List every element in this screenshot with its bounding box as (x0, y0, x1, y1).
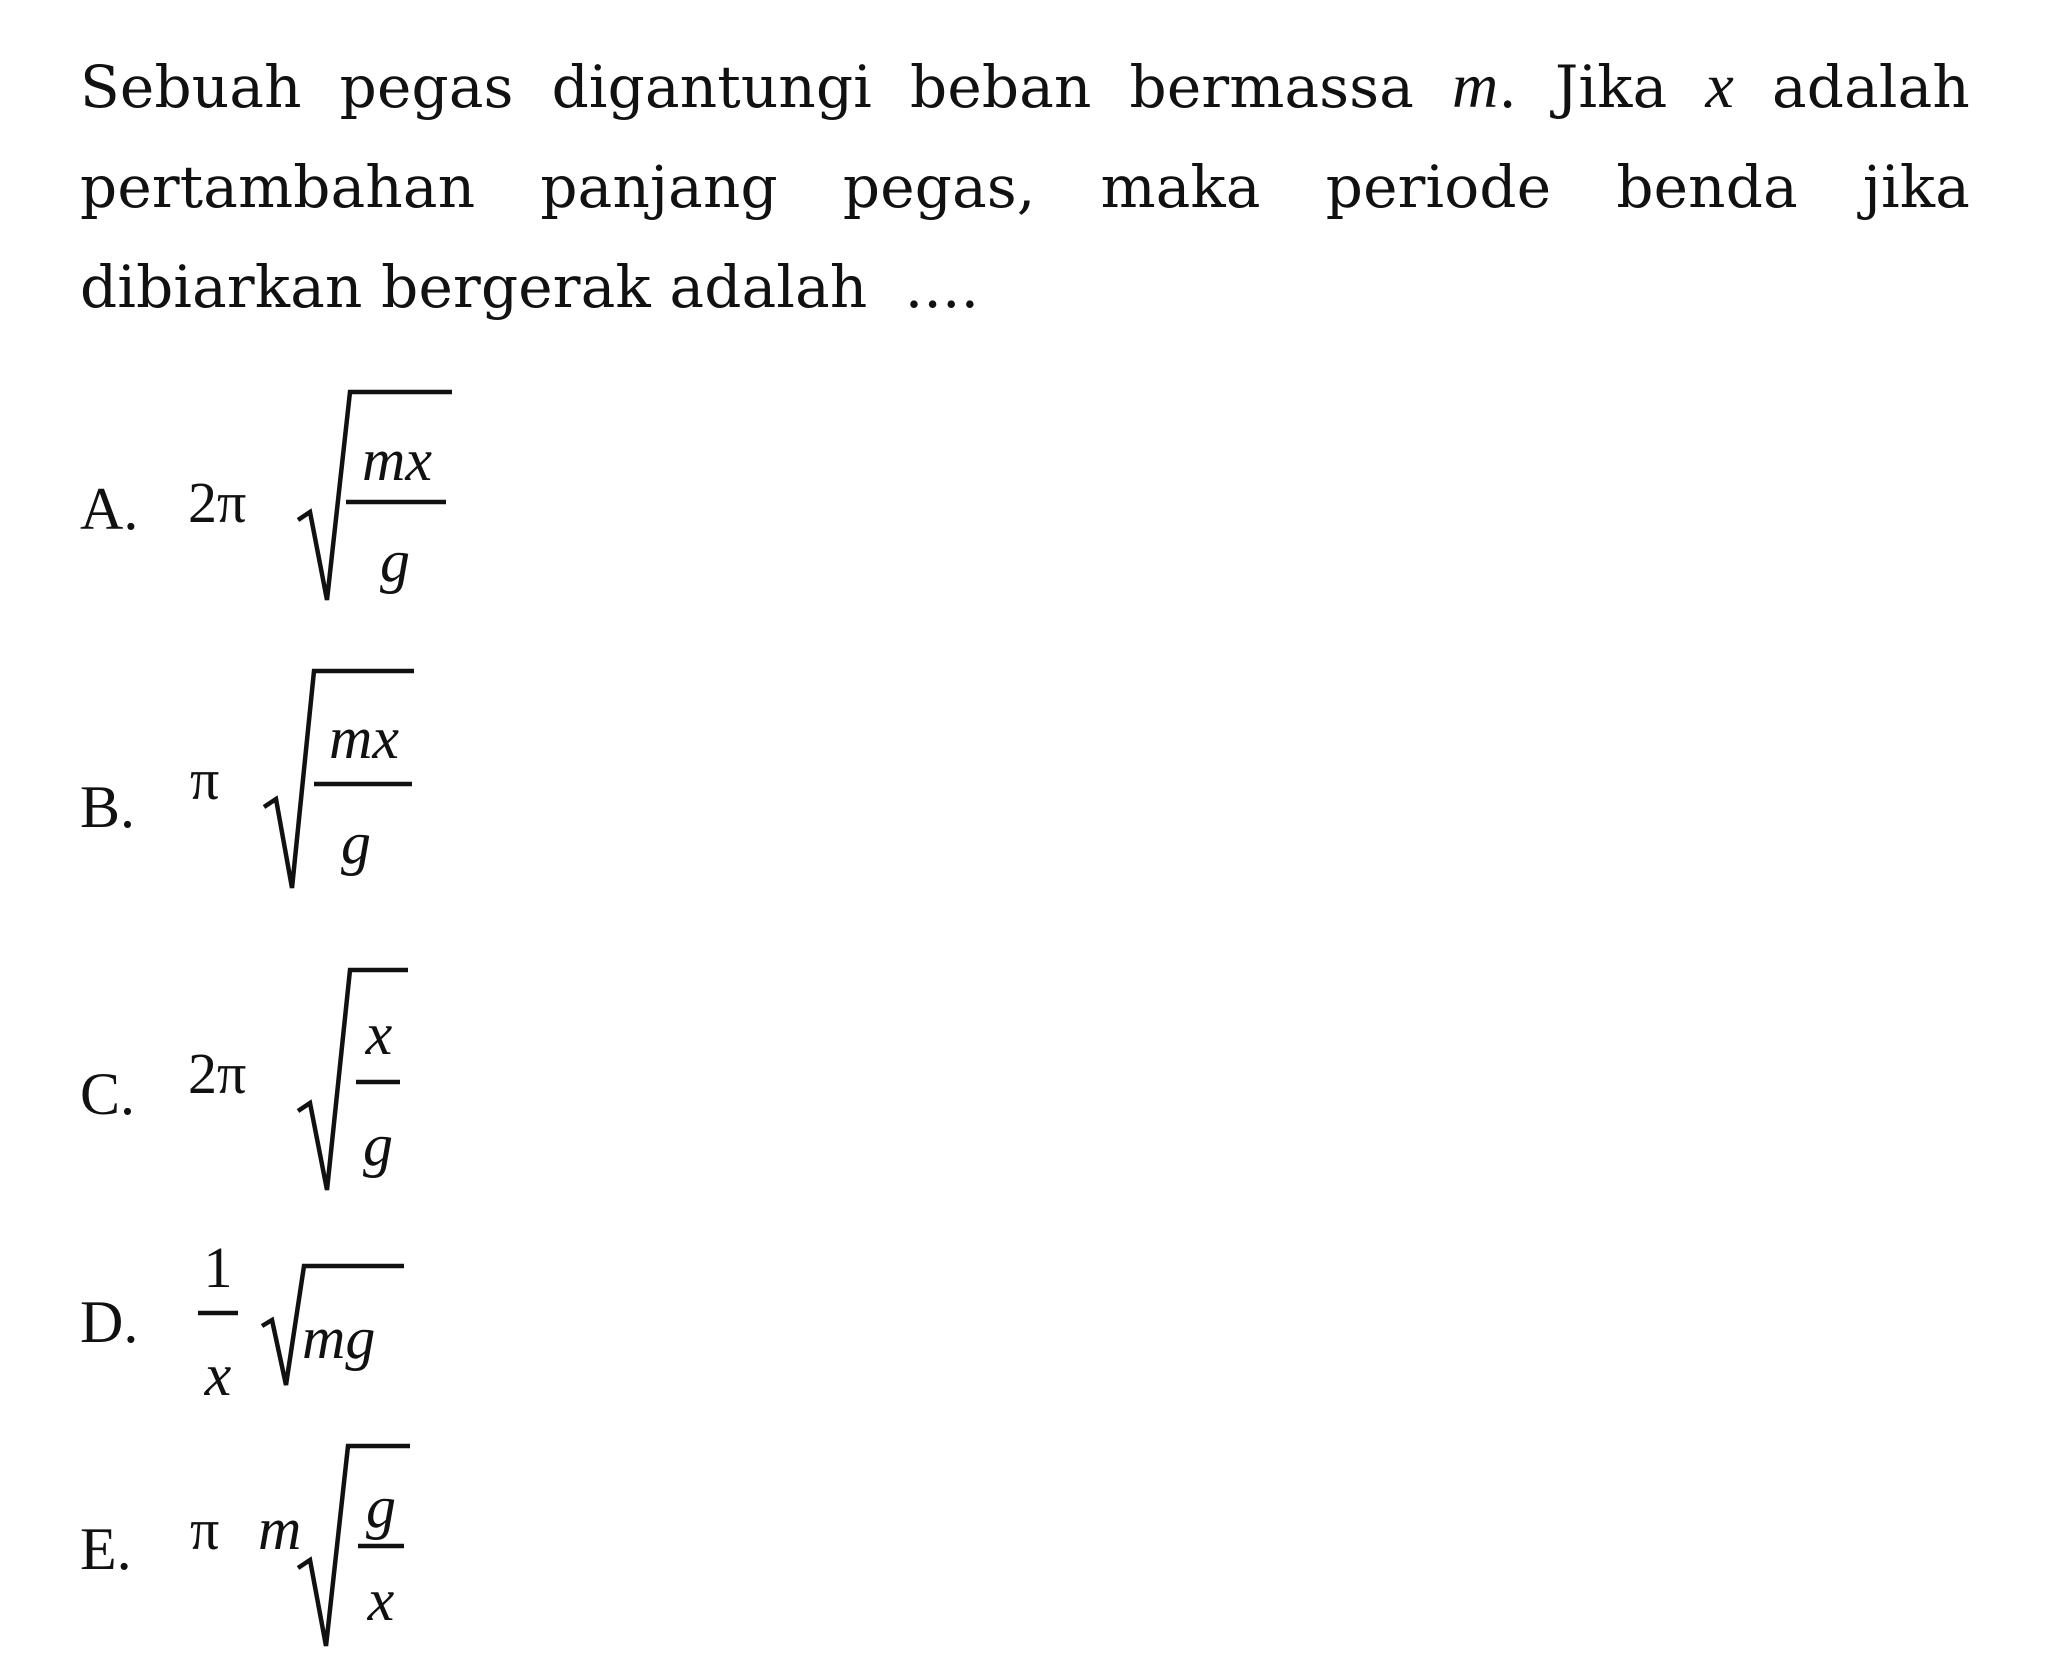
option-d-radicand: mg (302, 1305, 376, 1371)
option-b-numerator: mx (329, 705, 399, 771)
option-a-letter: A. (80, 476, 139, 542)
option-c-numerator: x (365, 1001, 393, 1067)
option-c-formula (188, 970, 408, 1190)
option-a-formula (188, 392, 452, 600)
question-part-1: Sebuah pegas digantungi beban bermassa (80, 53, 1414, 121)
option-d-fraction-numerator: 1 (203, 1235, 233, 1300)
question-part-2: . Jika (1498, 53, 1668, 121)
option-a-coefficient: 2π (188, 470, 247, 535)
option-d-letter: D. (80, 1289, 139, 1355)
option-b-denominator: g (341, 810, 371, 876)
option-b-formula (190, 671, 414, 888)
option-b-radical-sign (264, 671, 414, 888)
option-e-numerator: g (366, 1474, 396, 1540)
option-e-letter: E. (80, 1516, 132, 1582)
option-e-denominator: x (367, 1567, 395, 1633)
option-e-coefficient-variable: m (258, 1496, 302, 1562)
option-e-coefficient: π (190, 1497, 220, 1562)
option-b-letter: B. (80, 774, 136, 840)
option-a-numerator: mx (362, 427, 432, 493)
option-a-radical-sign (298, 392, 452, 600)
option-c-letter: C. (80, 1061, 136, 1127)
variable-m: m (1452, 50, 1499, 121)
option-c-denominator: g (363, 1112, 393, 1178)
question-part-3: adalah pertambahan panjang pegas, maka periode benda jika dibiarkan bergerak adalah (80, 53, 1970, 321)
variable-x: x (1705, 50, 1734, 121)
option-b-coefficient: π (190, 747, 220, 812)
option-c-coefficient: 2π (188, 1041, 247, 1106)
option-d-formula (198, 1235, 404, 1408)
option-a-denominator: g (380, 528, 410, 594)
question-ellipsis: .... (904, 253, 980, 321)
option-d-fraction-denominator: x (204, 1342, 232, 1408)
option-e-formula (190, 1446, 410, 1646)
